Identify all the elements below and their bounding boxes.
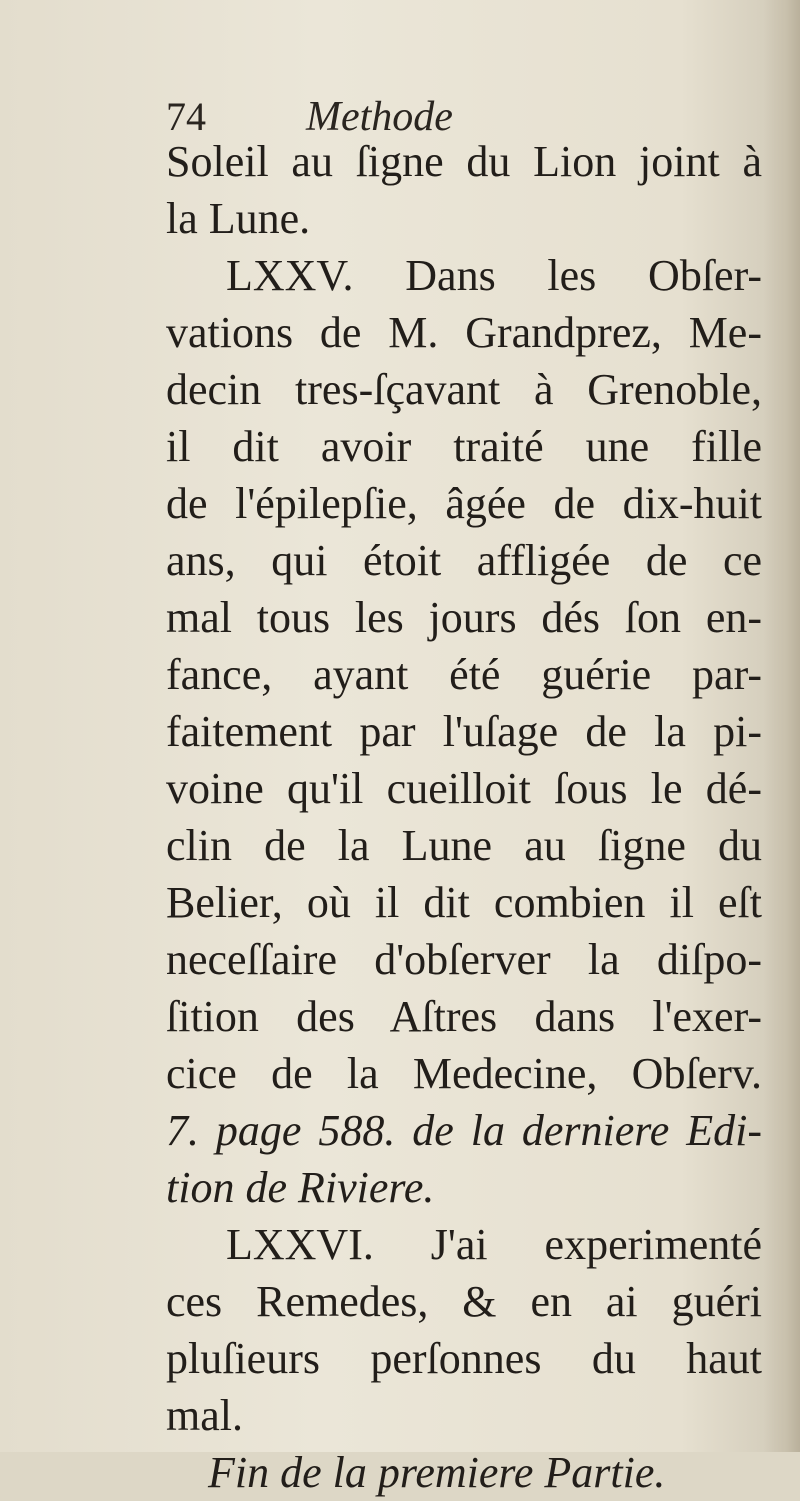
citation-line: 7. page 588. de la derniere Edi- xyxy=(166,1106,762,1155)
text-line: vations de M. Grandprez, Me- xyxy=(166,308,762,357)
text-line: decin tres-ſçavant à Grenoble, xyxy=(166,365,762,414)
text-line: la Lune. xyxy=(166,194,311,243)
text-line: mal. xyxy=(166,1391,243,1440)
text-line: neceſſaire d'obſerver la diſpo- xyxy=(166,935,762,984)
section-heading-line: LXXV. Dans les Obſer- xyxy=(226,251,762,300)
text-line: Belier, où il dit combien il eſt xyxy=(166,878,762,927)
text-line: ſition des Aſtres dans l'exer- xyxy=(166,992,762,1041)
text-line: mal tous les jours dés ſon en- xyxy=(166,593,762,642)
text-line: pluſieurs perſonnes du haut xyxy=(166,1334,762,1383)
text-line: cice de la Medecine, Obſerv. xyxy=(166,1049,762,1098)
closing-line: Fin de la premiere Partie. xyxy=(208,1448,666,1497)
page-number: 74 xyxy=(166,94,206,139)
body-text xyxy=(166,133,762,1501)
section-heading-line: LXXVI. J'ai experimenté xyxy=(226,1220,762,1269)
text-line: il dit avoir traité une fille xyxy=(166,422,762,471)
page-gutter-shadow xyxy=(764,0,800,1452)
text-line: Soleil au ſigne du Lion joint à xyxy=(166,137,762,186)
text-line: clin de la Lune au ſigne du xyxy=(166,821,762,870)
text-line: ans, qui étoit affligée de ce xyxy=(166,536,762,585)
text-line: voine qu'il cueilloit ſous le dé- xyxy=(166,764,762,813)
text-line: fance, ayant été guérie par- xyxy=(166,650,762,699)
running-title: Methode xyxy=(306,94,453,140)
text-line: ces Remedes, & en ai guéri xyxy=(166,1277,762,1326)
text-line: faitement par l'uſage de la pi- xyxy=(166,707,762,756)
citation-line: tion de Riviere. xyxy=(166,1163,435,1212)
text-line: de l'épilepſie, âgée de dix-huit xyxy=(166,479,762,528)
